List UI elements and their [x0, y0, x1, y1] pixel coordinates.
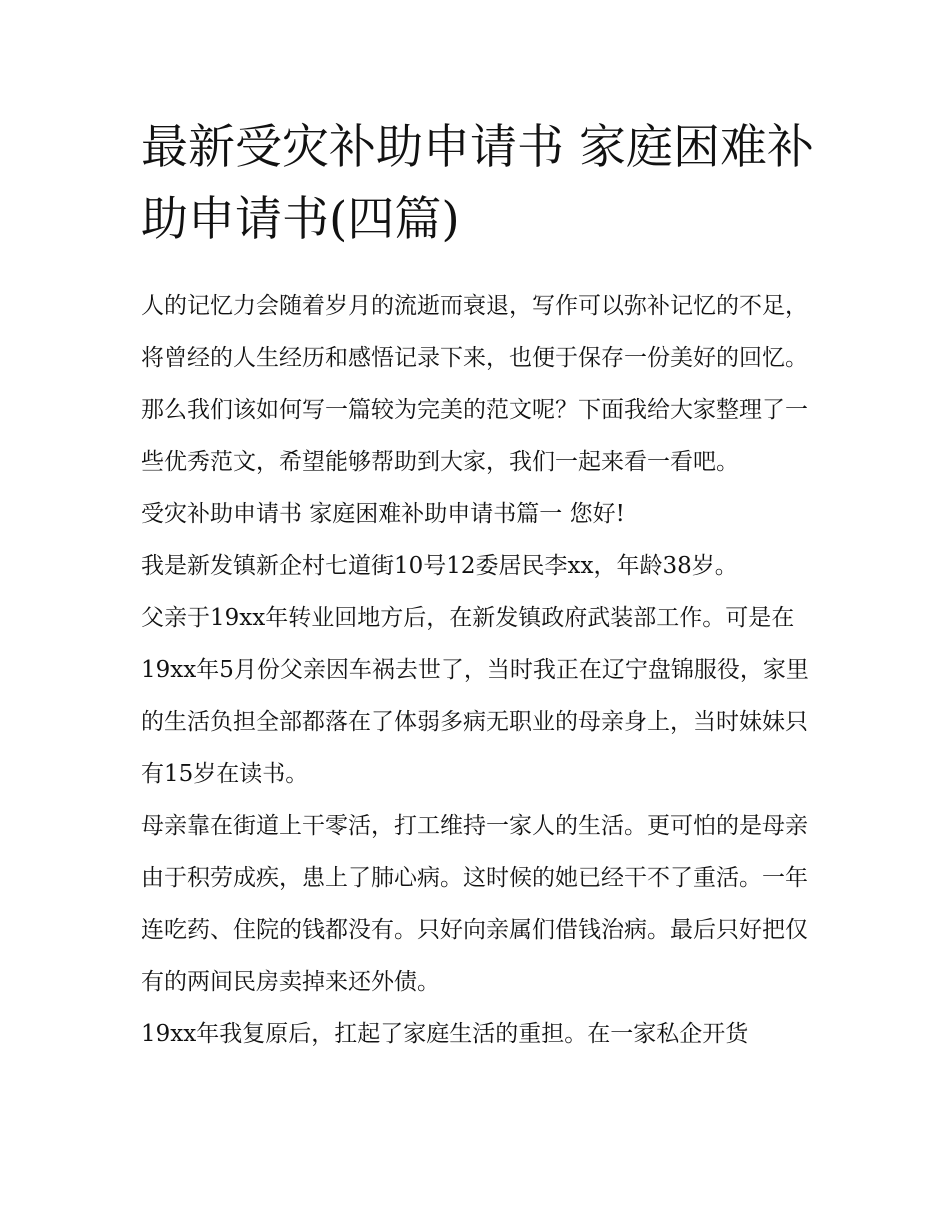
paragraph-self-intro: 我是新发镇新企村七道街10号12委居民李xx，年龄38岁。: [141, 553, 738, 579]
document-title: 最新受灾补助申请书 家庭困难补助申请书(四篇): [141, 120, 814, 247]
document-body: [141, 280, 821, 1060]
paragraph-intro: 人的记忆力会随着岁月的流逝而衰退，写作可以弥补记忆的不足，将曾经的人生经历和感悟记录下来，也便于保存一份美好的回忆。那么我们该如何写一篇较为完美的范文呢？下面我给大家整理了一些优秀范文，希望能够帮助到大家，我们一起来看一看吧。: [141, 293, 808, 475]
paragraph-return: 19xx年我复原后，扛起了家庭生活的重担。在一家私企开货: [141, 1021, 749, 1047]
paragraph-mother: 母亲靠在街道上干零活，打工维持一家人的生活。更可怕的是母亲由于积劳成疾，患上了肺心病。这时候的她已经干不了重活。一年连吃药、住院的钱都没有。只好向亲属们借钱治病。最后只好把仅有的两间民房卖掉来还外债。: [141, 813, 808, 995]
paragraph-father: 父亲于19xx年转业回地方后，在新发镇政府武装部工作。可是在19xx年5月份父亲因车祸去世了，当时我正在辽宁盘锦服役，家里的生活负担全部都落在了体弱多病无职业的母亲身上，当时妹妹只有15岁在读书。: [141, 605, 809, 787]
paragraph-heading: 受灾补助申请书 家庭困难补助申请书篇一 您好!: [141, 501, 625, 527]
